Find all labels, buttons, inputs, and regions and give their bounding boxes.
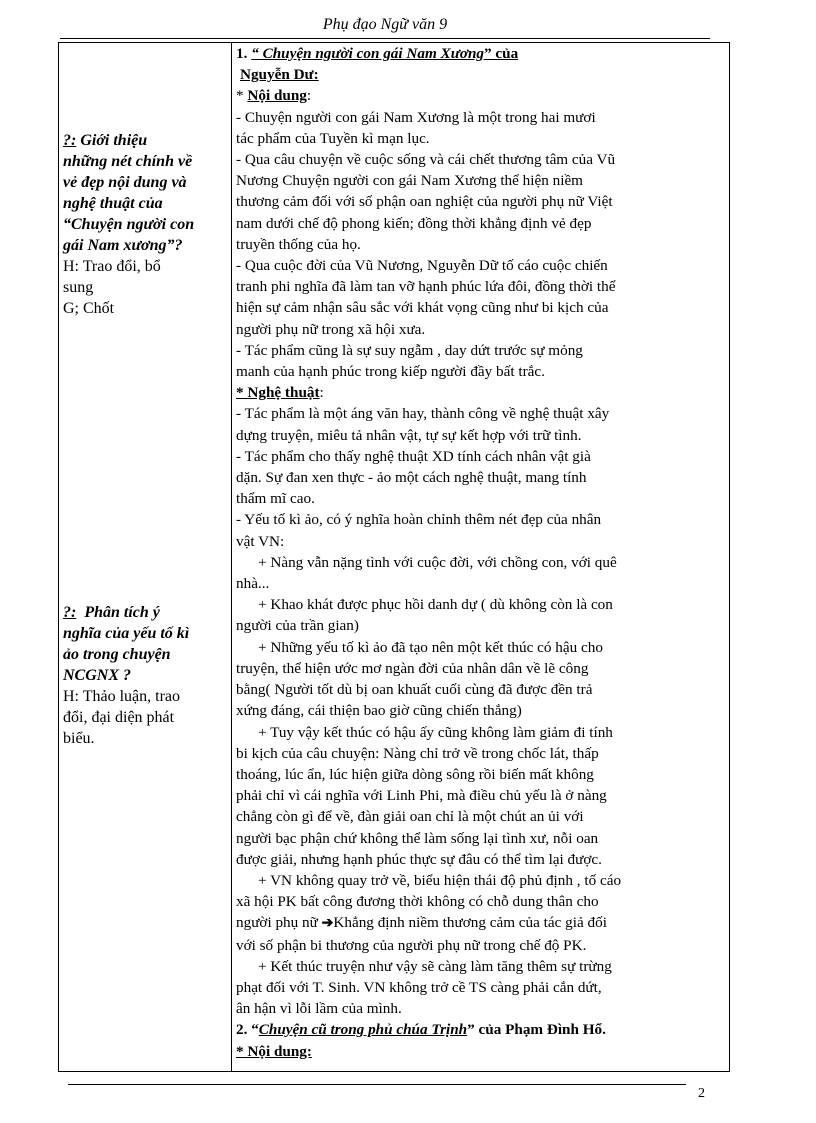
column-divider	[231, 43, 232, 1071]
text-line: nam dưới chế độ phong kiến; đồng thời khẳng định vẻ đẹp	[236, 214, 592, 232]
text-line: người phụ nữ trong xã hội xưa.	[236, 320, 426, 338]
question-2-line: ảo trong chuyện	[63, 646, 171, 663]
text-line: dựng truyện, miêu tả nhân vật, tự sự kết hợp với trữ tình.	[236, 426, 582, 444]
arrow-line-start: người phụ nữ	[236, 914, 322, 932]
text-line: truyền thống của họ.	[236, 235, 361, 253]
question-1-note: G; Chốt	[63, 300, 115, 317]
text-line: xã hội PK bất công đương thời không có chỗ dung thân cho	[236, 893, 599, 911]
text-line: bằng( Người tốt dù bị oan khuất cuối cùng đã được đền trả	[236, 681, 593, 699]
lesson-table	[58, 42, 730, 1072]
question-2-note: H: Thảo luận, trao	[63, 688, 181, 705]
text-line: bi kịch của câu chuyện: Nàng chỉ trở về trong chốc lát, thấp	[236, 744, 599, 762]
question-2-line: Phân tích ý	[84, 604, 160, 621]
content-paragraphs	[236, 107, 727, 383]
content-heading-suffix: :	[306, 87, 312, 105]
text-line: - Qua cuộc đời của Vũ Nương, Nguyễn Dữ tố cáo cuộc chiến	[236, 257, 608, 275]
text-line: với số phận bi thương của người phụ nữ trong chế độ PK.	[236, 936, 587, 954]
text-line: Nương Chuyện người con gái Nam Xương thể hiện niềm	[236, 172, 583, 190]
text-line: - Tác phẩm cho thấy nghệ thuật XD tính cách nhân vật già	[236, 447, 591, 465]
content-heading-2-label: * Nội dung:	[236, 1042, 312, 1060]
question-1-line: vẻ đẹp nội dung và	[63, 174, 187, 191]
art-heading-suffix: :	[319, 384, 324, 402]
page-header: Phụ đạo Ngữ văn 9	[322, 16, 448, 33]
text-line: + Tuy vậy kết thúc có hậu ấy cũng không làm giảm đi tính	[258, 723, 613, 741]
text-line: thương cảm đối với số phận oan nghiệt của người phụ nữ Việt	[236, 193, 613, 211]
text-line: manh của hạnh phúc trong kiếp người đầy bất trắc.	[236, 363, 545, 381]
question-2-note: biểu.	[63, 730, 95, 747]
text-line: chẳng còn gì để về, đàn giải oan chỉ là một chút an ủi với	[236, 808, 584, 826]
question-2-line: NCGNX ?	[63, 667, 132, 684]
section-2-heading	[236, 1019, 727, 1040]
text-line: ân hận vì lỗi lầm của mình.	[236, 1000, 402, 1018]
question-1-line: Giới thiệu	[80, 132, 148, 149]
text-line: thẩm mĩ cao.	[236, 490, 315, 508]
section-1-heading	[236, 43, 727, 64]
content-column	[236, 43, 727, 1062]
content-heading: * Nội dung:	[236, 87, 312, 105]
section-2-connector: ” của Phạm Đình Hổ.	[467, 1021, 606, 1039]
question-1-line: những nét chính về	[63, 153, 193, 170]
right-arrow-icon: ➔	[321, 916, 334, 932]
arrow-line-end: Khẳng định niềm thương cảm của tác giả đối	[333, 914, 607, 932]
section-1-title: “ Chuyện người con gái Nam Xương	[251, 45, 485, 62]
text-line: được giải, nhưng hạnh phúc thực sự đâu có thể tìm lại được.	[236, 850, 602, 868]
text-line: tranh phi nghĩa đã làm tan vỡ hạnh phúc lứa đôi, đồng thời thể	[236, 278, 616, 296]
text-line: dặn. Sự đan xen thực - ảo một cách nghệ thuật, mang tính	[236, 469, 587, 487]
text-line: + Những yếu tố kì ảo đã tạo nên một kết thúc có hậu cho	[258, 638, 603, 656]
content-heading-label: Nội dung	[247, 87, 307, 105]
text-line: tác phẩm của Tuyền kì mạn lục.	[236, 129, 430, 147]
section-1-author: Nguyễn Dư:	[240, 66, 319, 84]
question-block-2	[63, 602, 227, 749]
page-number: 2	[698, 1086, 705, 1101]
text-line: + Nàng vẫn nặng tình với cuộc đời, với chồng con, với quê	[258, 553, 617, 571]
text-line: hiện sự cảm nhận sâu sắc với khát vọng cũng như bi kịch của	[236, 299, 609, 317]
text-line: truyện, thể hiện ước mơ ngàn đời của nhân dân về lẽ công	[236, 659, 589, 677]
question-1-note: sung	[63, 279, 94, 296]
question-2-note: đổi, đại diện phát	[63, 709, 175, 726]
art-heading: * Nghệ thuật:	[236, 384, 324, 402]
question-2-line: nghĩa của yếu tố kì	[63, 625, 190, 642]
text-line: + Kết thúc truyện như vậy sẽ càng làm tăng thêm sự trừng	[258, 957, 612, 975]
question-block-1	[63, 130, 227, 319]
text-line: phạt đối với T. Sinh. VN không trở cề TS càng phải cắn dứt,	[236, 978, 602, 996]
art-paragraphs	[236, 403, 727, 551]
section-1-author-line	[236, 64, 727, 85]
text-line: + Khao khát được phục hồi danh dự ( dù không còn là con	[258, 596, 613, 614]
text-line: phải chỉ vì cái nghĩa với Linh Phi, mà điều chủ yếu là ở nàng	[236, 787, 607, 805]
content-heading-2	[236, 1041, 727, 1062]
section-1-connector: ” của	[484, 45, 519, 62]
kiao-points	[236, 552, 727, 1019]
question-1-mark: ?:	[63, 132, 77, 149]
text-line: + VN không quay trở về, biểu hiện thái độ phủ định , tố cáo	[258, 871, 622, 889]
footer-divider	[68, 1084, 686, 1085]
art-heading-label: Nghệ thuật	[247, 384, 320, 402]
header-divider	[60, 38, 710, 39]
text-line: - Qua câu chuyện về cuộc sống và cái chết thương tâm của Vũ	[236, 151, 616, 169]
question-1	[63, 130, 227, 256]
question-2-mark: ?:	[63, 604, 77, 621]
text-line: xứng đáng, cái thiện bao giờ cũng chiến thắng)	[236, 702, 522, 720]
question-1-note: H: Trao đổi, bổ	[63, 258, 161, 275]
text-line: - Yếu tố kì ảo, có ý nghĩa hoàn chỉnh thêm nét đẹp của nhân	[236, 511, 602, 529]
question-1-line: nghệ thuật của	[63, 195, 163, 212]
question-2	[63, 602, 227, 686]
text-line: vật VN:	[236, 532, 285, 550]
text-line: người của trần gian)	[236, 617, 359, 635]
section-2-number: 2. “	[236, 1021, 259, 1039]
arrow-line	[236, 912, 727, 934]
text-line: - Tác phẩm là một áng văn hay, thành công về nghệ thuật xây	[236, 405, 610, 423]
text-line: nhà...	[236, 575, 270, 593]
section-1-number: 1.	[236, 45, 248, 62]
text-line: - Tác phẩm cũng là sự suy ngẫm , day dứt trước sự mỏng	[236, 341, 583, 359]
text-line: - Chuyện người con gái Nam Xương là một trong hai mươi	[236, 108, 596, 126]
text-line: thoáng, lúc ẩn, lúc hiện giữa dòng sông rồi biến mất không	[236, 765, 594, 783]
section-2-title: Chuyện cũ trong phủ chúa Trịnh	[258, 1021, 468, 1039]
question-1-line: gái Nam xương”?	[63, 237, 183, 254]
question-1-line: “Chuyện người con	[63, 216, 195, 233]
text-line: người bạc phận chứ không thể làm sống lại tình xư, nỗi oan	[236, 829, 599, 847]
